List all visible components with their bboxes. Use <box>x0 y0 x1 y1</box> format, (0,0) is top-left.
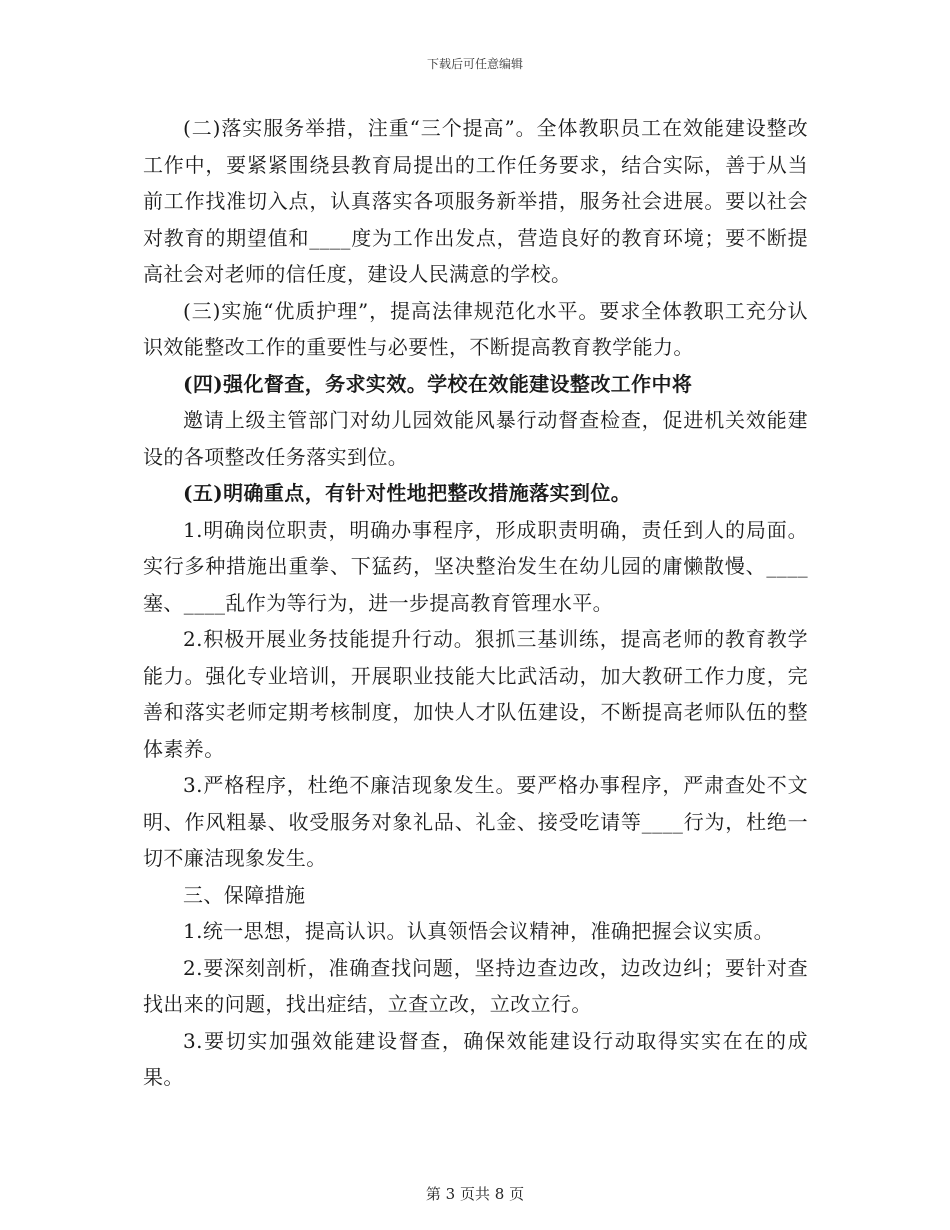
paragraph-2: (二)落实服务举措，注重“三个提高”。全体教职员工在效能建设整改工作中，要紧紧围绕县教育局提出的工作任务要求，结合实际，善于从当前工作找准切入点，认真落实各项服务新举措，服务社会进展。要以社会对教育的期望值和____度为工作出发点，营造良好的教育环境；要不断提高社会对老师的信任度，建设人民满意的学校。 <box>143 116 808 286</box>
section-3-heading: 三、保障措施 <box>183 882 306 907</box>
page-header: 下载后可任意编辑 <box>426 57 523 71</box>
paragraph-4-heading: (四)强化督查，务求实效。学校在效能建设整改工作中将 <box>183 371 693 396</box>
paragraph-5-item-1: 1.明确岗位职责，明确办事程序，形成职责明确，责任到人的局面。实行多种措施出重拳、下猛药，坚决整治发生在幼儿园的庸懒散慢、____塞、____乱作为等行为，进一步提高教育管理水平。 <box>143 517 808 615</box>
section-3-item-1: 1.统一思想，提高认识。认真领悟会议精神，准确把握会议实质。 <box>183 919 775 943</box>
paragraph-3: (三)实施“优质护理”，提高法律规范化水平。要求全体教职工充分认识效能整改工作的重要性与必要性，不断提高教育教学能力。 <box>143 298 808 359</box>
section-3-item-3: 3.要切实加强效能建设督查，确保效能建设行动取得实实在在的成果。 <box>143 1028 808 1089</box>
page-footer: 第 3 页共 8 页 <box>425 1185 525 1203</box>
paragraph-5-item-3: 3.严格程序，杜绝不廉洁现象发生。要严格办事程序，严肃查处不文明、作风粗暴、收受服务对象礼品、礼金、接受吃请等____行为，杜绝一切不廉洁现象发生。 <box>143 773 808 870</box>
document-body <box>143 110 808 1096</box>
paragraph-4-body: 邀请上级主管部门对幼儿园效能风暴行动督查检查，促进机关效能建设的各项整改任务落实到位。 <box>143 408 808 469</box>
paragraph-5-heading: (五)明确重点，有针对性地把整改措施落实到位。 <box>183 481 632 505</box>
section-3-item-2: 2.要深刻剖析，准确查找问题，坚持边查边改，边改边纠；要针对查找出来的问题，找出症结，立查立改，立改立行。 <box>143 955 808 1016</box>
paragraph-5-item-2: 2.积极开展业务技能提升行动。狠抓三基训练，提高老师的教育教学能力。强化专业培训，开展职业技能大比武活动，加大教研工作力度，完善和落实老师定期考核制度，加快人才队伍建设，不断提高老师队伍的整体素养。 <box>143 627 808 761</box>
